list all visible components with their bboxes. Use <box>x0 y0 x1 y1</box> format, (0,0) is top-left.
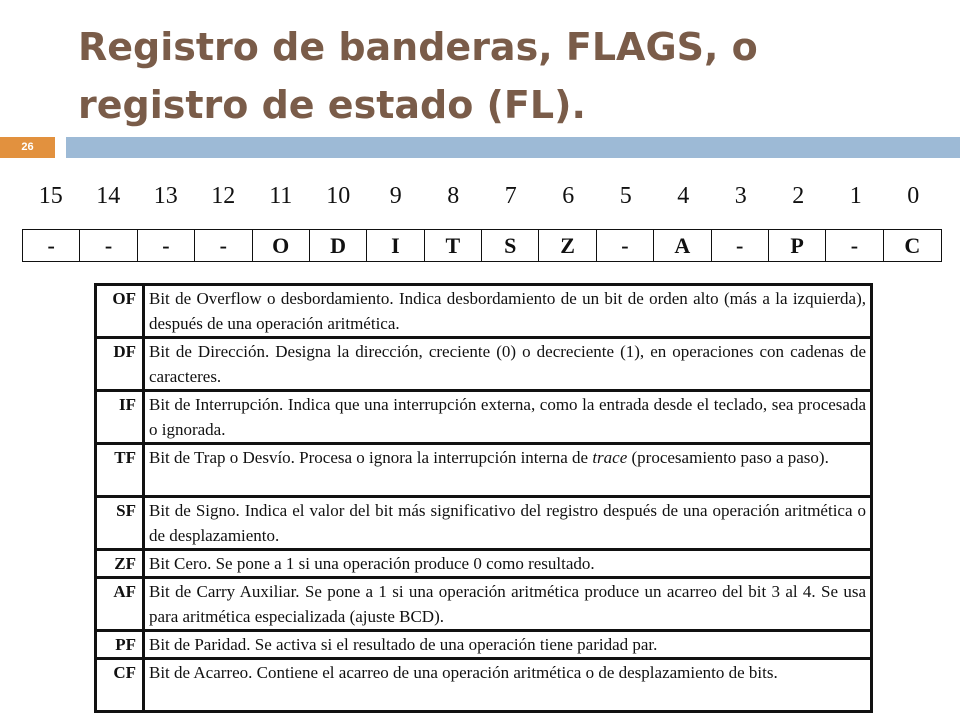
flag-cell: O <box>253 230 310 261</box>
bit-number: 9 <box>389 183 402 209</box>
flag-description: Bit de Acarreo. Contiene el acarreo de una operación aritmética o de desplazamiento de bits. <box>144 659 872 712</box>
bit-number: 8 <box>447 183 460 209</box>
flag-code: CF <box>96 659 144 712</box>
flag-cell: - <box>597 230 654 261</box>
bit-number: 5 <box>619 183 632 209</box>
flag-cell: - <box>826 230 883 261</box>
flag-description: Bit de Dirección. Designa la dirección, creciente (0) o decreciente (1), en operaciones con cadenas de caracteres. <box>144 338 872 391</box>
flag-cell: C <box>904 233 921 258</box>
flag-code: PF <box>96 631 144 659</box>
title-divider-bar <box>66 137 960 158</box>
flag-description: Bit de Interrupción. Indica que una interrupción externa, como la entrada desde el teclado, sea procesada o ignorada. <box>144 391 872 444</box>
flag-cell: - <box>138 230 195 261</box>
flag-description: Bit de Carry Auxiliar. Se pone a 1 si una operación aritmética produce un acarreo del bit 3 al 4. Se usa para aritmética especializada (ajuste BCD). <box>144 578 872 631</box>
bit-number: 12 <box>211 183 236 209</box>
flag-code: TF <box>96 444 144 497</box>
bit-number: 4 <box>677 183 690 209</box>
flag-cell: - <box>23 230 80 261</box>
table-row <box>96 338 872 391</box>
flag-description-italic: trace <box>592 448 628 467</box>
table-row <box>96 444 872 497</box>
bit-number: 14 <box>96 183 121 209</box>
flag-cell: S <box>482 230 539 261</box>
table-row <box>96 285 872 338</box>
flag-description-part: Bit de Trap o Desvío. Procesa o ignora la interrupción interna de <box>149 448 593 467</box>
bit-number: 13 <box>153 183 178 209</box>
slide-title-line-1: Registro de banderas, FLAGS, o <box>78 25 758 69</box>
bit-number: 6 <box>562 183 575 209</box>
flag-description: Bit de Overflow o desbordamiento. Indica desbordamiento de un bit de orden alto (más a la izquierda), después de una operación aritmética. <box>144 285 872 338</box>
flag-code: ZF <box>96 550 144 578</box>
table-row <box>96 659 872 712</box>
bit-number-row <box>22 180 942 212</box>
bit-number: 15 <box>38 183 63 209</box>
flag-cell: P <box>769 230 826 261</box>
slide-title-line-2: registro de estado (FL). <box>78 83 586 127</box>
flag-cell: D <box>310 230 367 261</box>
flag-description-table <box>94 283 873 713</box>
table-row <box>96 578 872 631</box>
bit-number: 11 <box>269 183 293 209</box>
flag-description: Bit Cero. Se pone a 1 si una operación produce 0 como resultado. <box>144 550 872 578</box>
flag-code: OF <box>96 285 144 338</box>
table-row <box>96 391 872 444</box>
bit-number: 10 <box>326 183 351 209</box>
flag-cell: - <box>712 230 769 261</box>
bit-number: 7 <box>504 183 517 209</box>
table-row <box>96 550 872 578</box>
flag-description: Bit de Signo. Indica el valor del bit más significativo del registro después de una operación aritmética o de desplazamiento. <box>144 497 872 550</box>
flag-cell: A <box>654 230 711 261</box>
flags-register-row <box>22 229 942 262</box>
table-row <box>96 497 872 550</box>
flag-description: Bit de Paridad. Se activa si el resultado de una operación tiene paridad par. <box>144 631 872 659</box>
flag-code: SF <box>96 497 144 550</box>
flag-code: IF <box>96 391 144 444</box>
slide-number: 26 <box>0 137 55 158</box>
flag-cell: I <box>367 230 424 261</box>
bit-number: 1 <box>849 183 862 209</box>
flag-code: AF <box>96 578 144 631</box>
bit-number: 2 <box>792 183 805 209</box>
slide-title <box>78 18 938 134</box>
bit-number: 3 <box>734 183 747 209</box>
flag-description <box>144 444 872 497</box>
bit-number: 0 <box>907 183 920 209</box>
flag-description-part: (procesamiento paso a paso). <box>627 448 829 467</box>
flag-cell: - <box>80 230 137 261</box>
flag-cell: - <box>195 230 252 261</box>
flag-cell: Z <box>539 230 596 261</box>
flag-code: DF <box>96 338 144 391</box>
flag-cell: T <box>425 230 482 261</box>
table-row <box>96 631 872 659</box>
